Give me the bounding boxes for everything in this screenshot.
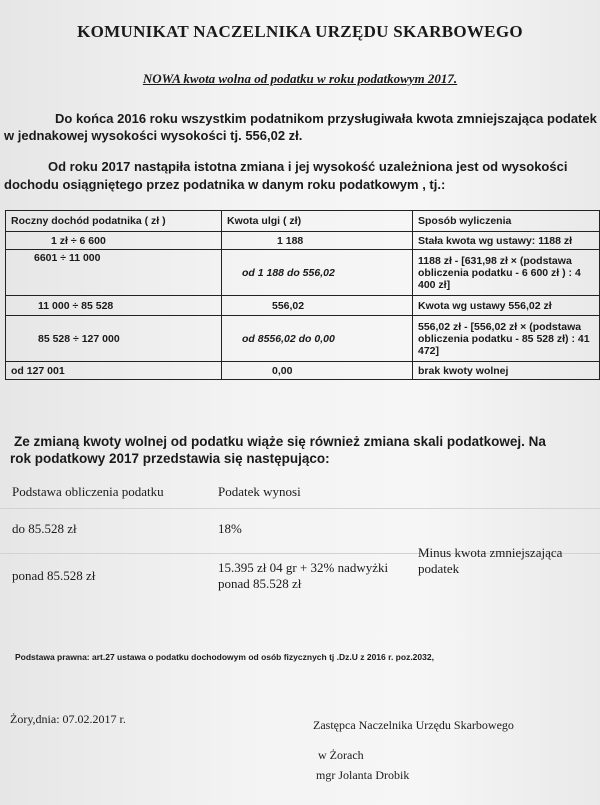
- table-row: [6, 362, 600, 380]
- change-paragraph-line-1: Od roku 2017 nastąpiła istotna zmiana i jej wysokość uzależniona jest od wysokości: [48, 159, 568, 174]
- cell-method: Kwota wg ustawy 556,02 zł: [413, 296, 600, 316]
- legal-basis: Podstawa prawna: art.27 ustawa o podatku dochodowym od osób fizycznych tj .Dz.U z 2016 r. poz.2032,: [15, 652, 434, 662]
- scale-note-line-2: podatek: [418, 561, 460, 576]
- scale-paragraph-line-2: rok podatkowy 2017 przedstawia się następująco:: [10, 451, 330, 466]
- scale-divider: [0, 508, 600, 509]
- signature-office: w Żorach: [318, 748, 364, 762]
- cell-relief: 0,00: [222, 362, 413, 380]
- cell-method: 556,02 zł - [556,02 zł × (podstawa obliczenia podatku - 85 528 zł) : 41 472]: [413, 316, 600, 362]
- cell-income: od 127 001: [6, 362, 222, 380]
- header-relief: Kwota ulgi ( zł): [222, 211, 413, 232]
- cell-method: brak kwoty wolnej: [413, 362, 600, 380]
- intro-paragraph-line-1: Do końca 2016 roku wszystkim podatnikom przysługiwała kwota zmniejszająca podatek: [55, 111, 597, 126]
- cell-income: 11 000 ÷ 85 528: [6, 296, 222, 316]
- table-row: [6, 296, 600, 316]
- change-paragraph-line-2: dochodu osiągniętego przez podatnika w danym roku podatkowym , tj.:: [4, 177, 446, 192]
- document-subtitle: NOWA kwota wolna od podatku w roku podatkowym 2017.: [142, 71, 458, 86]
- signature-title: Zastępca Naczelnika Urzędu Skarbowego: [313, 718, 514, 732]
- scale-note-line-1: Minus kwota zmniejszająca: [418, 545, 563, 560]
- cell-method: Stała kwota wg ustawy: 1188 zł: [413, 232, 600, 250]
- cell-relief: od 8556,02 do 0,00: [222, 316, 413, 362]
- cell-relief: 1 188: [222, 232, 413, 250]
- signature-name: mgr Jolanta Drobik: [316, 768, 410, 782]
- cell-relief: 556,02: [222, 296, 413, 316]
- scale-header-base: Podstawa obliczenia podatku: [12, 484, 164, 499]
- table-header-row: [6, 211, 600, 232]
- tax-relief-table: [5, 210, 600, 380]
- intro-paragraph-line-2: w jednakowej wysokości wysokości tj. 556,02 zł.: [4, 128, 303, 143]
- scale-row1-tax: 18%: [218, 521, 242, 536]
- scale-row2-tax-line-2: ponad 85.528 zł: [218, 576, 302, 591]
- cell-income: 1 zł ÷ 6 600: [6, 232, 222, 250]
- scale-row2-base: ponad 85.528 zł: [12, 568, 96, 583]
- scale-row2-tax-line-1: 15.395 zł 04 gr + 32% nadwyżki: [218, 560, 389, 575]
- table-row: [6, 316, 600, 362]
- scale-header-tax: Podatek wynosi: [218, 484, 301, 499]
- place-and-date: Żory,dnia: 07.02.2017 r.: [10, 712, 126, 726]
- tax-scale-table: [0, 478, 600, 602]
- scale-paragraph-line-1: Ze zmianą kwoty wolnej od podatku wiąże się również zmiana skali podatkowej. Na: [14, 434, 546, 449]
- cell-method: 1188 zł - [631,98 zł × (podstawa obliczenia podatku - 6 600 zł ) : 4 400 zł]: [413, 250, 600, 296]
- scale-row1-base: do 85.528 zł: [12, 521, 77, 536]
- cell-income: 85 528 ÷ 127 000: [6, 316, 222, 362]
- table-row: [6, 232, 600, 250]
- table-row: [6, 250, 600, 296]
- header-method: Sposób wyliczenia: [413, 211, 600, 232]
- header-income: Roczny dochód podatnika ( zł ): [6, 211, 222, 232]
- document-title: KOMUNIKAT NACZELNIKA URZĘDU SKARBOWEGO: [77, 22, 523, 41]
- cell-relief: od 1 188 do 556,02: [222, 250, 413, 296]
- cell-income: 6601 ÷ 11 000: [6, 250, 222, 296]
